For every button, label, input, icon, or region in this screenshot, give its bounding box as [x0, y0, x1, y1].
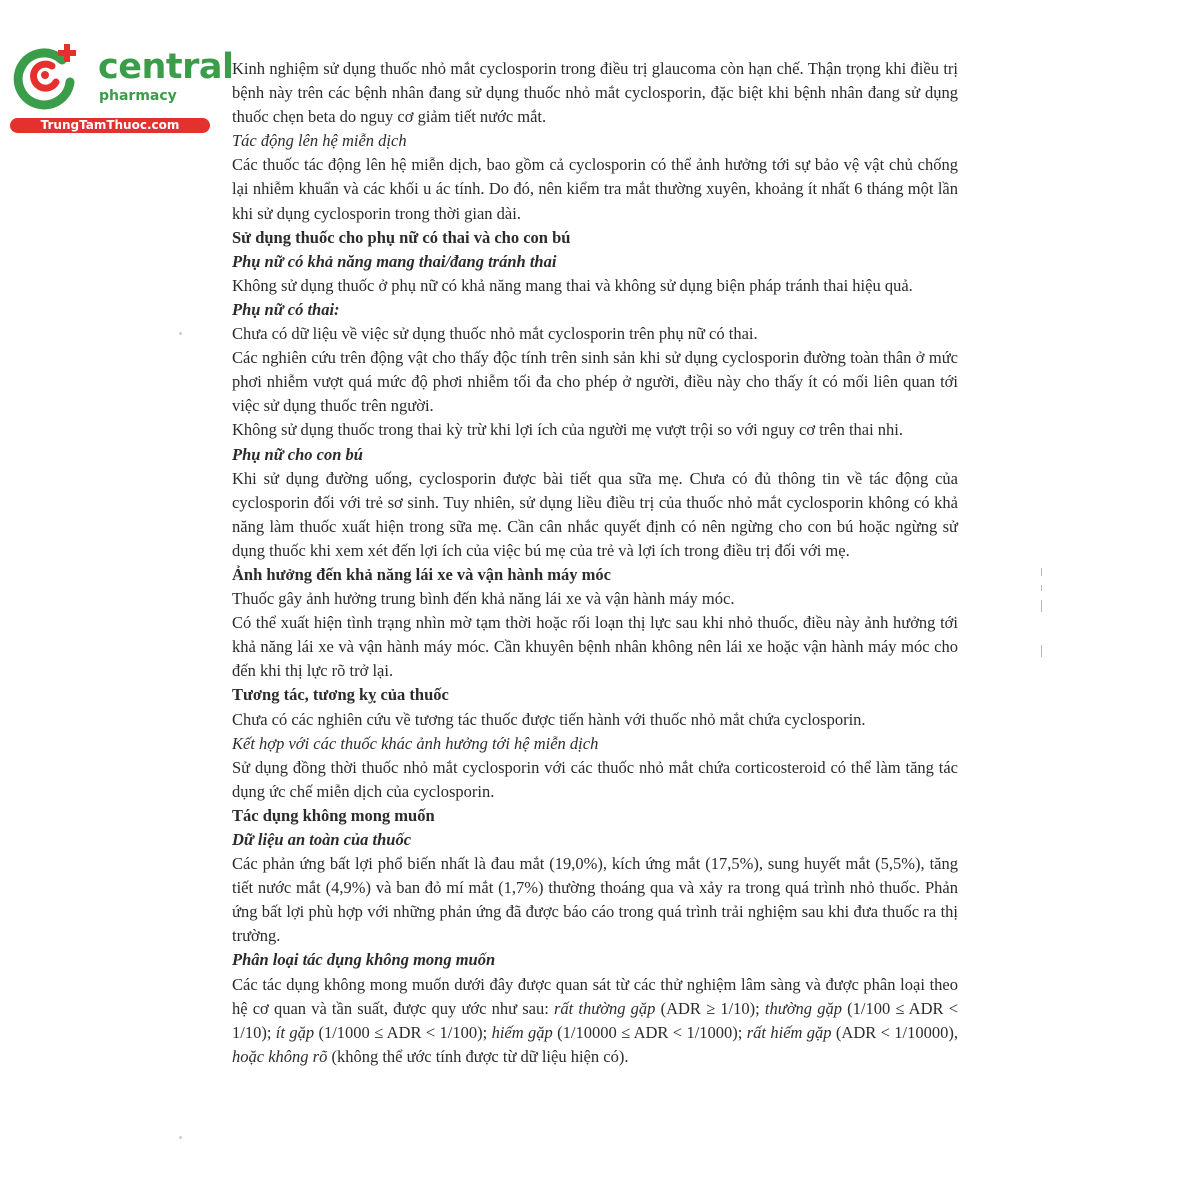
heading-lactation: Phụ nữ cho con bú — [232, 444, 363, 464]
classification-term: ít gặp — [275, 1022, 315, 1042]
central-pharmacy-logo-icon — [10, 38, 82, 110]
logo-subtitle: pharmacy — [99, 88, 177, 104]
scan-margin-mark — [1041, 600, 1042, 612]
classification-term: hoặc không rõ — [232, 1046, 328, 1066]
heading-classification: Phân loại tác dụng không mong muốn — [232, 950, 496, 970]
scan-speck — [179, 1136, 182, 1139]
document-body — [232, 57, 958, 1069]
heading-combination: Kết hợp với các thuốc khác ảnh hưởng tới hệ miễn dịch — [232, 733, 599, 753]
scan-margin-mark — [1041, 645, 1042, 657]
paragraph-driving-1: Thuốc gây ảnh hưởng trung bình đến khả năng lái xe và vận hành máy móc. — [232, 589, 735, 609]
paragraph-pregnant-2: Các nghiên cứu trên động vật cho thấy độc tính trên sinh sản khi sử dụng cyclosporin đường toàn thân ở mức phơi nhiễm vượt quá mức độ phơi nhiễm tối đa cho phép ở người, điều này cho thấy ít có mối liên quan tới việc sử dụng thuốc trên người. — [232, 348, 958, 416]
paragraph-safety-data: Các phản ứng bất lợi phổ biến nhất là đau mắt (19,0%), kích ứng mắt (17,5%), sung huyết mắt (5,5%), tăng tiết nước mắt (4,9%) và ban đỏ mí mắt (1,7%) thường thoáng qua và xảy ra trong quá trình nhỏ thuốc. Phản ứng bất lợi phù hợp với những phản ứng đã được báo cáo trong quá trình trải nghiệm sau khi đưa thuốc ra thị trường. — [232, 854, 958, 946]
classification-term: thường gặp — [764, 998, 842, 1018]
heading-immune: Tác động lên hệ miễn dịch — [232, 131, 407, 151]
scan-margin-mark — [1041, 568, 1042, 576]
paragraph-combination: Sử dụng đồng thời thuốc nhỏ mắt cyclosporin với các thuốc nhỏ mắt chứa corticosteroid có thể làm tăng tác dụng ức chế miễn dịch của cyclosporin. — [232, 757, 958, 801]
heading-childbearing: Phụ nữ có khả năng mang thai/đang tránh thai — [232, 251, 557, 271]
paragraph-classification — [232, 973, 958, 1069]
classification-text: (ADR < 1/10000), — [831, 1022, 959, 1042]
paragraph-pregnant-3: Không sử dụng thuốc trong thai kỳ trừ khi lợi ích của người mẹ vượt trội so với nguy cơ trên thai nhi. — [232, 420, 904, 440]
classification-text: Các tác dụng không mong muốn dưới đây được quan sát từ các thử nghiệm lâm sàng và được phân loại theo hệ cơ quan và tần suất, được quy ước như sau: — [232, 974, 958, 1018]
paragraph-pregnant-1: Chưa có dữ liệu về việc sử dụng thuốc nhỏ mắt cyclosporin trên phụ nữ có thai. — [232, 324, 758, 344]
paragraph-lactation: Khi sử dụng đường uống, cyclosporin được bài tiết qua sữa mẹ. Chưa có đủ thông tin về tác động của cyclosporin đối với trẻ sơ sinh. Tuy nhiên, sử dụng liều điều trị của thuốc nhỏ mắt cyclosporin không có khả năng làm thuốc xuất hiện trong sữa mẹ. Cần cân nhắc quyết định có nên ngừng cho con bú hoặc ngừng sử dụng thuốc khi xem xét đến lợi ích của việc bú mẹ của trẻ và lợi ích trong điều trị đối với mẹ. — [232, 468, 958, 560]
heading-interactions: Tương tác, tương kỵ của thuốc — [232, 685, 449, 705]
heading-pregnancy-lactation: Sử dụng thuốc cho phụ nữ có thai và cho con bú — [232, 227, 571, 247]
heading-driving: Ảnh hưởng đến khả năng lái xe và vận hành máy móc — [232, 564, 611, 584]
paragraph-glaucoma: Kinh nghiệm sử dụng thuốc nhỏ mắt cyclosporin trong điều trị glaucoma còn hạn chế. Thận trọng khi điều trị bệnh này trên các bệnh nhân đang sử dụng thuốc nhỏ mắt cyclosporin, đặc biệt khi bệnh nhân đang sử dụng thuốc chẹn beta do nguy cơ giảm tiết nước mắt. — [232, 59, 958, 127]
classification-text: (1/100 ≤ ADR < 1/10); — [232, 998, 958, 1042]
classification-text: (1/1000 ≤ ADR < 1/100); — [314, 1022, 492, 1042]
paragraph-childbearing: Không sử dụng thuốc ở phụ nữ có khả năng mang thai và không sử dụng biện pháp tránh thai hiệu quả. — [232, 275, 913, 295]
heading-safety-data: Dữ liệu an toàn của thuốc — [232, 830, 412, 849]
pharmacy-logo — [10, 38, 234, 138]
logo-name: central — [98, 47, 234, 87]
classification-text: (1/10000 ≤ ADR < 1/1000); — [552, 1022, 747, 1042]
paragraph-interactions: Chưa có các nghiên cứu về tương tác thuốc được tiến hành với thuốc nhỏ mắt chứa cyclosporin. — [232, 709, 866, 729]
classification-term: rất thường gặp — [553, 998, 656, 1018]
heading-adverse-effects: Tác dụng không mong muốn — [232, 805, 435, 825]
scan-speck — [179, 332, 182, 335]
logo-site-banner: TrungTamThuoc.com — [10, 118, 210, 133]
classification-text: (ADR ≥ 1/10); — [655, 998, 765, 1018]
paragraph-driving-2: Có thể xuất hiện tình trạng nhìn mờ tạm thời hoặc rối loạn thị lực sau khi nhỏ thuốc, điều này ảnh hưởng tới khả năng lái xe và vận hành máy móc. Cần khuyên bệnh nhân không nên lái xe hoặc vận hành máy móc cho đến khi thị lực rõ trở lại. — [232, 613, 958, 681]
paragraph-immune: Các thuốc tác động lên hệ miễn dịch, bao gồm cả cyclosporin có thể ảnh hưởng tới sự bảo vệ vật chủ chống lại nhiễm khuẩn và các khối u ác tính. Do đó, nên kiểm tra mắt thường xuyên, khoảng ít nhất 6 tháng một lần khi sử dụng cyclosporin trong thời gian dài. — [232, 155, 958, 223]
scan-margin-mark — [1041, 585, 1042, 591]
classification-term: rất hiếm gặp — [746, 1022, 832, 1042]
heading-pregnant: Phụ nữ có thai: — [232, 299, 340, 319]
classification-text: (không thể ước tính được từ dữ liệu hiện có). — [327, 1046, 629, 1066]
classification-term: hiếm gặp — [491, 1022, 553, 1042]
